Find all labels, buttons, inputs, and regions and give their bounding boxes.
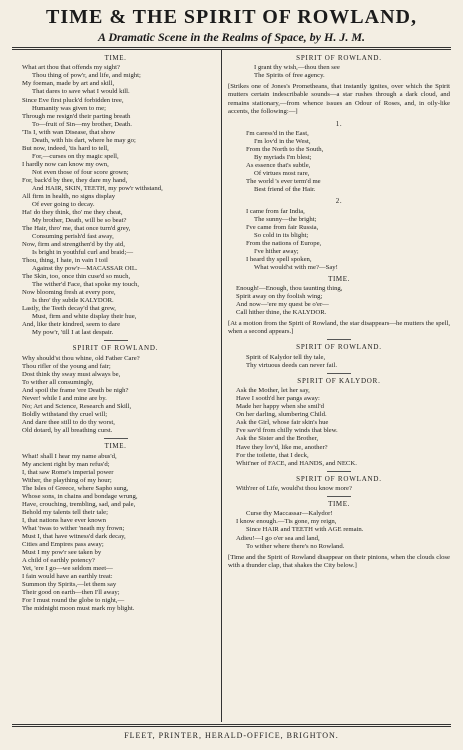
verse-line: Now blooming fresh at every pore, xyxy=(22,289,116,297)
verse-line: Since HAIR and TEETH with AGE remain. xyxy=(246,526,364,534)
verse-line: The world 's ever term'd me xyxy=(246,178,321,186)
kalydor-speech xyxy=(228,387,450,467)
verse-line: I hardly now can know my own, xyxy=(22,160,109,168)
verse-line: And dare thee still to do thy worst, xyxy=(22,419,115,427)
column-divider xyxy=(221,50,222,722)
verse-line: The Spirits of free agency. xyxy=(254,72,325,80)
verse-line: Have they lov'd, like me, another? xyxy=(236,443,328,451)
verse-line: Consuming perish'd fast away, xyxy=(32,233,114,241)
verse-one xyxy=(228,130,450,194)
verse-line: Ask the Mother, let her say, xyxy=(236,387,310,395)
verse-line: Ha! do they think, tho' me they cheat, xyxy=(22,208,123,216)
verse-line: The Skin, too, once thin cuse'd so much, xyxy=(22,273,131,281)
verse-line: Spirit away on thy foolish wing; xyxy=(236,293,323,301)
verse-line: Have, crouching, trembling, sad, and pale, xyxy=(22,500,136,508)
footer-rule xyxy=(12,724,451,725)
verse-line: I heard thy spell spoken, xyxy=(246,255,312,263)
verse-line: Adieu!—I go o'er sea and land, xyxy=(236,534,320,542)
time-enough-speech xyxy=(228,285,450,317)
verse-line: 'Tis I, with wan Disease, that show xyxy=(22,128,116,136)
verse-line: The midnight moon must mark my blight. xyxy=(22,605,135,613)
verse-line: Must I my pow'r see taken by xyxy=(22,548,102,556)
verse-line: I've came from fair Russia, xyxy=(246,223,319,231)
spirit-kalydor-call xyxy=(228,354,450,370)
speaker-heading-spirit-of-rowland: SPIRIT OF ROWLAND. xyxy=(296,474,382,483)
verse-line: I fain would have an earthly treat: xyxy=(22,573,113,581)
speaker-heading-time: TIME. xyxy=(328,274,350,283)
verse-line: What! shall I hear my name abus'd, xyxy=(22,452,117,460)
verse-line: Now, firm and strengthen'd by thy aid, xyxy=(22,241,125,249)
verse-line: I came from far India, xyxy=(246,207,305,215)
verse-line: Have I sooth'd her pangs away: xyxy=(236,395,320,403)
closing-stage-direction: [Time and the Spirit of Rowland disappear on their pinions, when the clouds close with a thunder clap, that shakes the City below.] xyxy=(228,553,450,569)
verse-line: Is bright in youthful curl and braid;— xyxy=(32,249,134,257)
verse-line: Of ever going to decay. xyxy=(32,200,95,208)
section-separator xyxy=(327,496,351,497)
verse-line: For the toilette, that I deck, xyxy=(236,451,309,459)
verse-line: Thou thing of pow'r, and life, and might; xyxy=(32,72,141,80)
verse-line: Dost think thy sway must always be, xyxy=(22,370,121,378)
verse-line: A child of earthly potency? xyxy=(22,556,95,564)
verse-line: Behold my talents tell their tale; xyxy=(22,508,108,516)
left-column xyxy=(14,52,217,613)
verse-number: 1. xyxy=(335,119,343,128)
verse-line: Summon thy Spirits,—let them say xyxy=(22,581,117,589)
verse-line: I, that nations have ever known xyxy=(22,516,106,524)
verse-line: On her darling, slumbering Child. xyxy=(236,411,327,419)
verse-line: Must, firm and white display their hue, xyxy=(32,313,137,321)
verse-line: Through me resign'd their parting breath xyxy=(22,112,131,120)
section-separator xyxy=(327,373,351,374)
stage-direction: [Strikes one of Jones's Prometheans, that instantly ignites, over which the Spirit mutters certain indescribable sounds—a star rushes through a dark cloud, and remains stationary,—from whence issues an Odour of Roses, and, in oily-like accents, the following:—] xyxy=(228,83,450,115)
verse-line: From the nations of Europe, xyxy=(246,239,322,247)
verse-line: By myriads I'm blest; xyxy=(254,154,312,162)
verse-line: What would'st with me?—Say! xyxy=(254,263,338,271)
verse-line: Lastly, the Teeth decay'd that grew, xyxy=(22,305,116,313)
verse-line: Must I, that have witness'd dark decay, xyxy=(22,532,126,540)
verse-line: Of virtues most rare, xyxy=(254,170,310,178)
speaker-heading-spirit-of-kalydor: SPIRIT OF KALYDOR. xyxy=(297,376,381,385)
verse-line: Made her happy when she smil'd xyxy=(236,403,324,411)
verse-line: Cities and Empires pass away; xyxy=(22,540,104,548)
verse-line: What 'twas to wither 'neath my frown; xyxy=(22,524,125,532)
verse-line: I'm caress'd in the East, xyxy=(246,129,309,137)
verse-line: My foeman, made by art and skill, xyxy=(22,80,115,88)
verse-line: As essence that's subtle, xyxy=(246,162,311,170)
verse-line: For,—curses on thy magic spell, xyxy=(32,152,119,160)
right-column xyxy=(228,52,450,570)
verse-line: I've hither away; xyxy=(254,247,299,255)
document-subtitle: A Dramatic Scene in the Realms of Space, by H. J. M. xyxy=(98,30,365,44)
verse-line: Death, with his dart, where he may go; xyxy=(32,136,136,144)
spirit-final-question xyxy=(228,485,450,493)
verse-line: I grant thy wish,—thou then see xyxy=(254,64,340,72)
verse-line: And spoil the frame 'ere Death be nigh? xyxy=(22,386,129,394)
verse-line: Curse thy Maccassar—Kalydor! xyxy=(246,510,333,518)
section-separator xyxy=(104,438,128,439)
printer-imprint: FLEET, PRINTER, HERALD-OFFICE, BRIGHTON. xyxy=(124,731,339,740)
spirit-grant-speech xyxy=(228,64,450,80)
verse-line: Yet, 'ere I go—we seldom meet— xyxy=(22,564,113,572)
verse-line: Boldly withstand thy cruel will; xyxy=(22,411,108,419)
speaker-heading-spirit-of-rowland: SPIRIT OF ROWLAND. xyxy=(72,344,159,353)
verse-line: All firm in health, no signs display xyxy=(22,192,116,200)
time-speech xyxy=(14,64,217,337)
verse-line: Not even those of four score grown; xyxy=(32,168,129,176)
verse-line: That dares to save what I would kill. xyxy=(32,88,130,96)
verse-line: The Hair, thro' me, that once turn'd grey, xyxy=(22,225,131,233)
verse-line: Whit'ner of FACE, and HANDS, and NECK. xyxy=(236,459,357,467)
verse-line: Thou, thing, I hate, in vain I toil xyxy=(22,257,108,265)
speaker-heading-time-second: TIME. xyxy=(104,442,127,451)
speaker-heading-spirit-of-rowland: SPIRIT OF ROWLAND. xyxy=(296,54,382,62)
verse-line: I've sav'd from chilly winds that blew. xyxy=(236,427,338,435)
stage-direction: [At a motion from the Spirit of Rowland, the star disappears—he mutters the spell, when a second appears.] xyxy=(228,320,450,336)
header-rule-double xyxy=(12,49,451,50)
verse-line: With'rer of Life, would'st thou know more? xyxy=(236,484,352,492)
verse-number: 2. xyxy=(335,197,343,206)
verse-line: My pow'r, 'till I at last despair. xyxy=(32,329,114,337)
verse-two xyxy=(228,208,450,272)
verse-line: Since Eve first pluck'd forbidden tree, xyxy=(22,96,124,104)
verse-line: The wither'd Face, that spoke my touch, xyxy=(32,281,140,289)
speaker-heading-time: TIME. xyxy=(104,54,127,62)
time-second-speech xyxy=(14,453,217,614)
verse-line: And HAIR, SKIN, TEETH, my pow'r withstand, xyxy=(32,184,163,192)
verse-line: My brother, Death, will be so beat? xyxy=(32,216,127,224)
verse-line: So cold in its blight; xyxy=(254,231,309,239)
verse-line: What art thou that offends my sight? xyxy=(22,64,120,72)
speaker-heading-spirit-of-rowland: SPIRIT OF ROWLAND. xyxy=(296,343,382,352)
header-rule xyxy=(12,47,451,48)
verse-line: Ask the Sister and the Brother, xyxy=(236,435,319,443)
verse-line: Wither, the plaything of my hour; xyxy=(22,476,112,484)
verse-line: My ancient right by man refus'd; xyxy=(22,460,110,468)
verse-line: The sunny—the bright; xyxy=(254,215,317,223)
verse-line: Never! while I and mine are by. xyxy=(22,395,107,402)
verse-line: And now—'ere my quest be o'er— xyxy=(236,301,329,309)
document-title: TIME & THE SPIRIT OF ROWLAND, xyxy=(46,6,417,28)
verse-line: And, like their kindred, seem to dare xyxy=(22,321,121,329)
verse-line: Thy virtuous deeds can never fail. xyxy=(246,361,337,369)
verse-line: I'm lov'd in the West, xyxy=(254,138,311,145)
section-separator xyxy=(104,340,128,341)
verse-line: Against thy pow'r—MACASSAR OIL. xyxy=(32,265,138,273)
verse-line: For I must round the globe to night,— xyxy=(22,597,125,605)
verse-line: Humanity was given to me; xyxy=(32,104,106,112)
time-final-speech xyxy=(228,510,450,550)
section-separator xyxy=(327,339,351,340)
verse-line: Is thro' thy subtle KALYDOR. xyxy=(32,297,114,305)
verse-line: For, back'd by thee, they dare my hand, xyxy=(22,176,128,184)
verse-line: Whose sons, in chains and bondage wrung, xyxy=(22,492,138,500)
verse-line: Best friend of the Hair. xyxy=(254,186,316,194)
verse-line: Why should'st thou whine, old Father Care? xyxy=(22,354,140,362)
verse-line: Call hither thine, the KALYDOR. xyxy=(236,309,327,317)
verse-line: I know enough.—Tis gone, my reign, xyxy=(236,518,337,526)
verse-line: Spirit of Kalydor tell thy tale, xyxy=(246,353,326,361)
verse-line: No; Art and Science, Research and Skill, xyxy=(22,403,132,411)
verse-line: Old dotard, by all breathing curst. xyxy=(22,427,113,435)
verse-line: Enough!—Enough, thou taunting thing, xyxy=(236,285,343,293)
verse-line: I, that saw Rome's imperial power xyxy=(22,468,114,476)
verse-line: Their good on earth—then I'll away; xyxy=(22,589,120,597)
section-separator xyxy=(327,471,351,472)
footer-rule-double xyxy=(12,726,451,727)
verse-line: But now, indeed, 'tis hard to tell, xyxy=(22,144,109,152)
verse-line: Thou rifler of the young and fair; xyxy=(22,362,111,370)
verse-line: Ask the Girl, whose fair skin's hue xyxy=(236,419,329,427)
spirit-speech xyxy=(14,355,217,435)
verse-line: To wither all consumingly, xyxy=(22,378,94,386)
verse-line: From the North to the South, xyxy=(246,146,324,154)
verse-line: To—fruit of Sin—my brother, Death. xyxy=(32,120,132,128)
verse-line: The Isles of Greece, where Sapho sung, xyxy=(22,484,129,492)
verse-line: To wither where there's no Rowland. xyxy=(246,542,345,550)
speaker-heading-time-final: TIME. xyxy=(328,500,350,509)
